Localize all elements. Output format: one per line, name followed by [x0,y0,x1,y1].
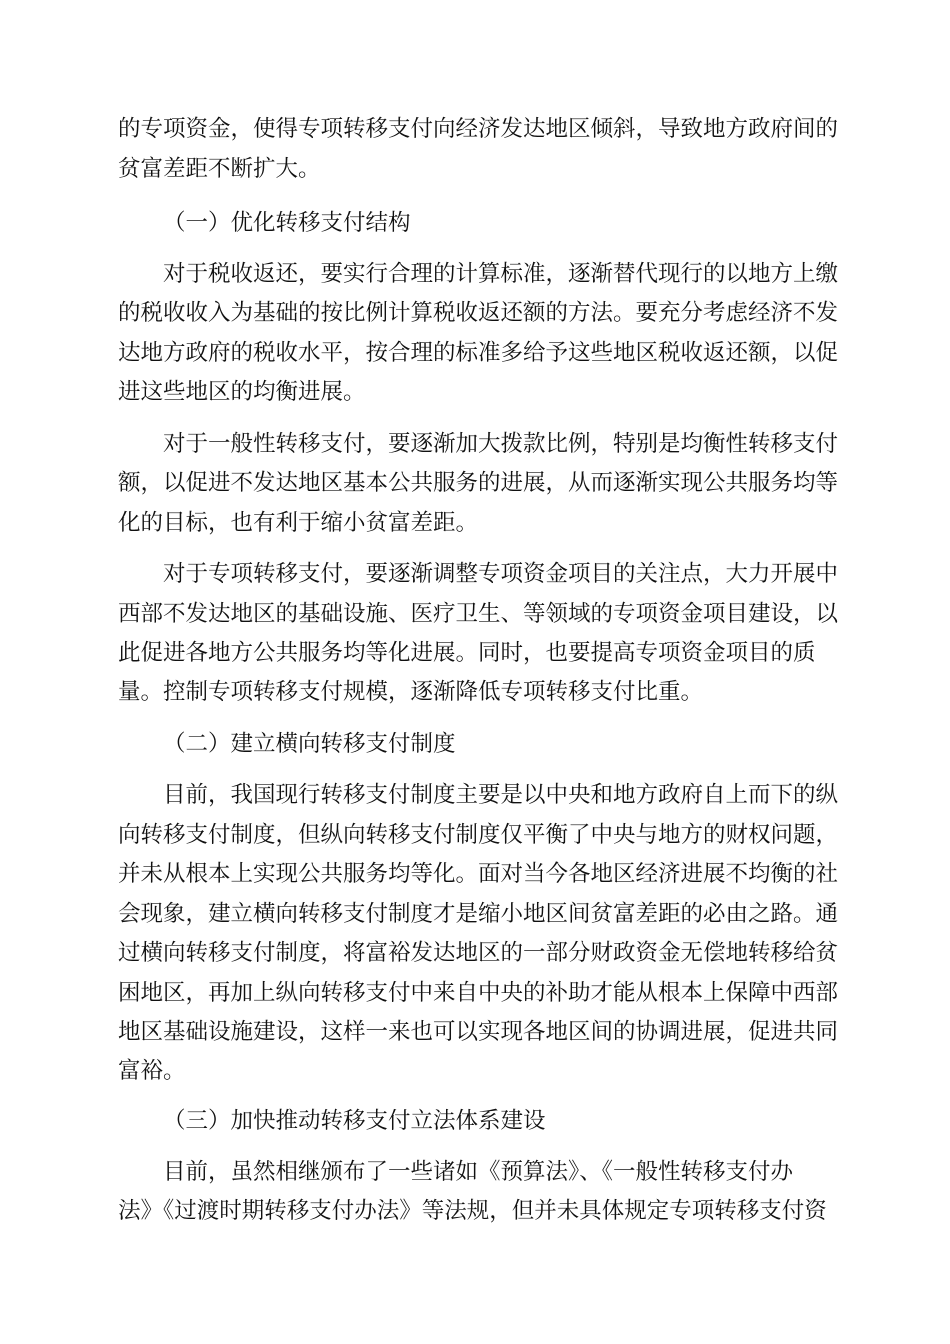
paragraph-first-line: 目前，我国现行转移支付制度主要是以中央和地方政府自上而下的纵 [163,782,839,808]
text-line: 并未从根本上实现公共服务均等化。面对当今各地区经济进展不均衡的社 [118,861,839,887]
text-line: 会现象，建立横向转移支付制度才是缩小地区间贫富差距的必由之路。通 [118,901,839,927]
text-line: 进这些地区的均衡进展。 [118,379,366,405]
text-line: 达地方政府的税收水平，按合理的标准多给予这些地区税收返还额，以促 [118,340,839,366]
text-line: 的税收收入为基础的按比例计算税收返还额的方法。要充分考虑经济不发 [118,300,839,326]
text-line: 量。控制专项转移支付规模，逐渐降低专项转移支付比重。 [118,679,704,705]
section-heading-3: （三）加快推动转移支付立法体系建设 [163,1108,546,1134]
text-line: 困地区，再加上纵向转移支付中来自中央的补助才能从根本上保障中西部 [118,980,839,1006]
text-line: 西部不发达地区的基础设施、医疗卫生、等领域的专项资金项目建设，以 [118,601,839,627]
paragraph-first-line: 目前，虽然相继颁布了一些诸如《预算法》、《一般性转移支付办 [163,1159,794,1185]
paragraph-first-line: 对于一般性转移支付，要逐渐加大拨款比例，特别是均衡性转移支付 [163,431,839,457]
paragraph-first-line: 对于税收返还，要实行合理的计算标准，逐渐替代现行的以地方上缴 [163,261,839,287]
text-line: 的专项资金，使得专项转移支付向经济发达地区倾斜，导致地方政府间的 [118,116,839,142]
paragraph-first-line: 对于专项转移支付，要逐渐调整专项资金项目的关注点，大力开展中 [163,561,839,587]
text-line: 化的目标，也有利于缩小贫富差距。 [118,510,479,536]
text-line: 地区基础设施建设，这样一来也可以实现各地区间的协调进展，促进共同 [118,1019,839,1045]
text-line: 此促进各地方公共服务均等化进展。同时，也要提高专项资金项目的质 [118,640,816,666]
section-heading-2: （二）建立横向转移支付制度 [163,731,456,757]
section-heading-1: （一）优化转移支付结构 [163,210,411,236]
text-line: 向转移支付制度，但纵向转移支付制度仅平衡了中央与地方的财权问题， [118,822,839,848]
text-line: 过横向转移支付制度，将富裕发达地区的一部分财政资金无偿地转移给贫 [118,940,839,966]
text-line: 法》《过渡时期转移支付办法》等法规，但并未具体规定专项转移支付资 [118,1198,827,1224]
text-line: 贫富差距不断扩大。 [118,156,321,182]
text-line: 额，以促进不发达地区基本公共服务的进展，从而逐渐实现公共服务均等 [118,470,839,496]
text-line: 富裕。 [118,1058,186,1084]
